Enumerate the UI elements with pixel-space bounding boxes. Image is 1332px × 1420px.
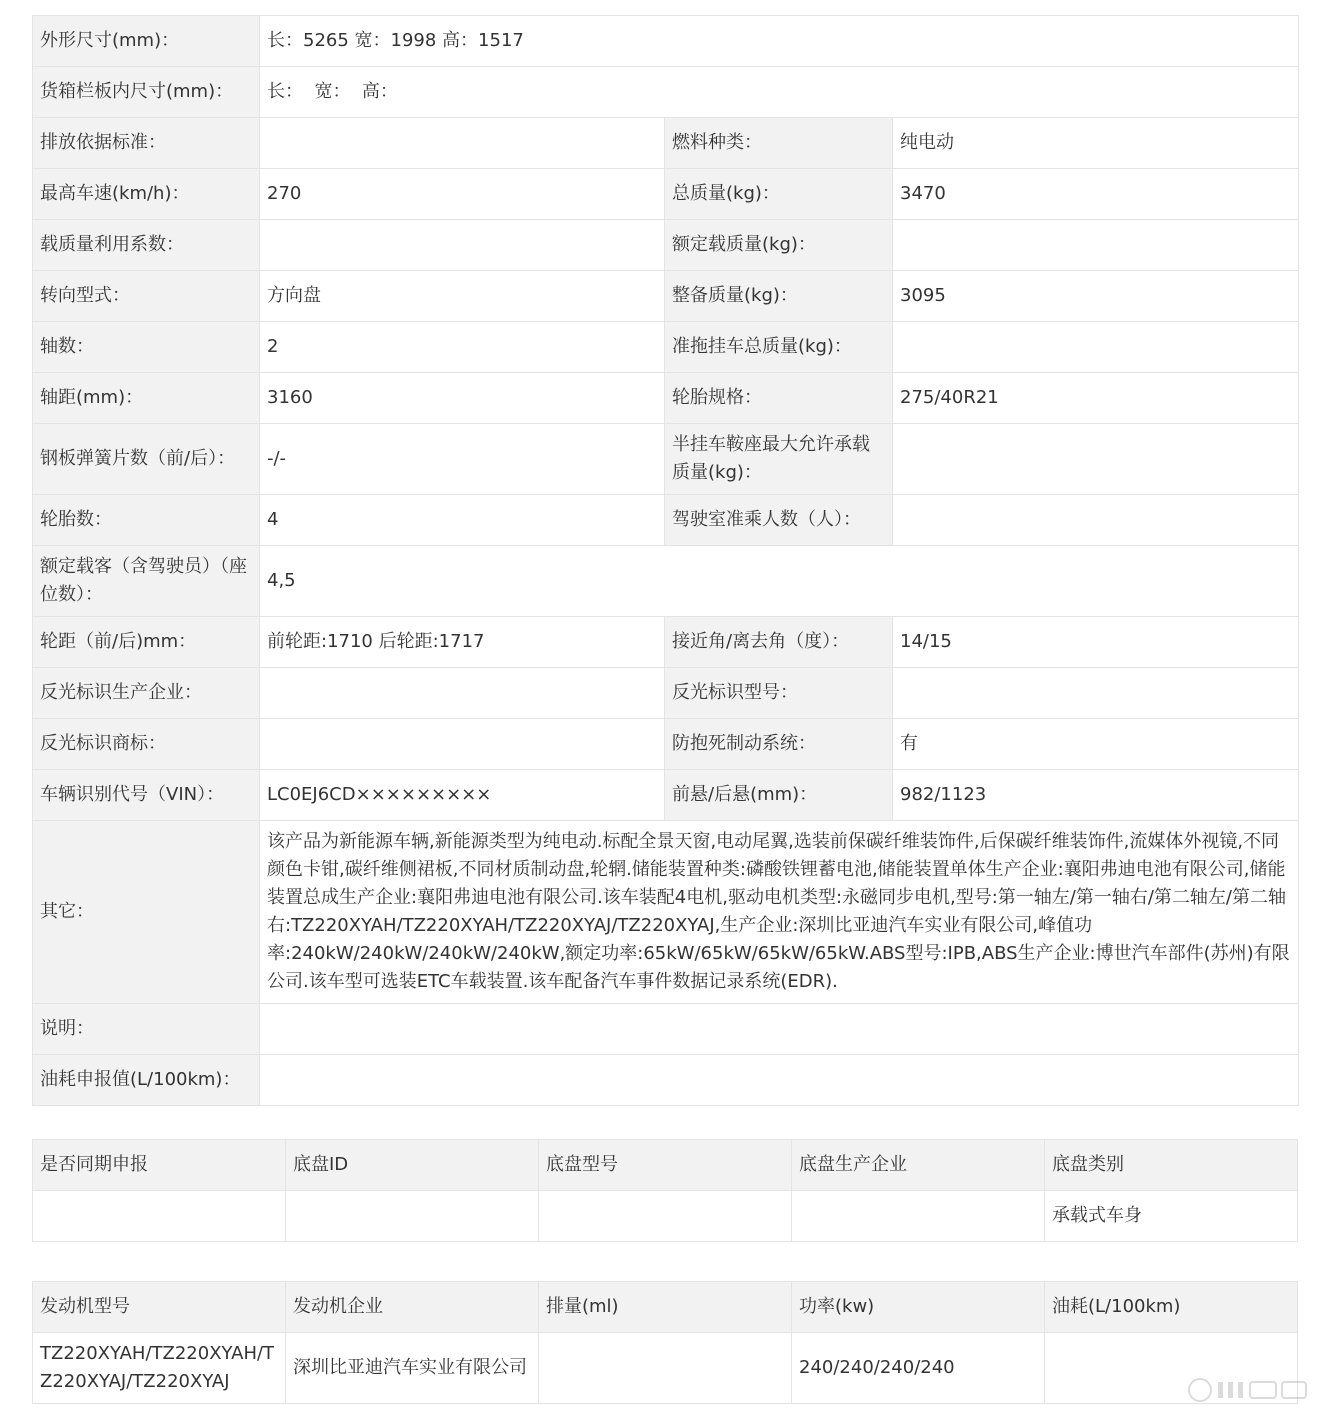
spec-value: 长： 宽： 高： bbox=[260, 67, 1299, 118]
spec-value bbox=[260, 118, 665, 169]
table-header-row bbox=[33, 1282, 1298, 1333]
spec-key: 准拖挂车总质量(kg)： bbox=[665, 322, 893, 373]
spec-value: 3470 bbox=[893, 169, 1299, 220]
spec-value: 14/15 bbox=[893, 617, 1299, 668]
spec-value: 该产品为新能源车辆,新能源类型为纯电动.标配全景天窗,电动尾翼,选装前保碳纤维装饰件,后保碳纤维装饰件,流媒体外视镜,不同颜色卡钳,碳纤维侧裙板,不同材质制动盘,轮辋.储能装置种类:磷酸铁锂蓄电池,储能装置单体生产企业:襄阳弗迪电池有限公司,储能装置总成生产企业:襄阳弗迪电池有限公司.该车装配4电机,驱动电机类型:永磁同步电机,型号:第一轴左/第一轴右/第二轴左/第二轴右:TZ220XYAH/TZ220XYAH/TZ220XYAJ/TZ220XYAJ,生产企业:深圳比亚迪汽车实业有限公司,峰值功率:240kW/240kW/240kW/240kW,额定功率:65kW/65kW/65kW/65kW.ABS型号:IPB,ABS生产企业:博世汽车部件(苏州)有限公司.该车型可选装ETC车载装置.该车配备汽车事件数据记录系统(EDR). bbox=[260, 821, 1299, 1004]
spec-key: 反光标识商标： bbox=[33, 719, 260, 770]
spec-value: 4 bbox=[260, 495, 665, 546]
spec-value: 270 bbox=[260, 169, 665, 220]
spec-row bbox=[33, 495, 1299, 546]
table-row bbox=[33, 1191, 1298, 1242]
spec-key: 排放依据标准： bbox=[33, 118, 260, 169]
spec-key: 额定载质量(kg)： bbox=[665, 220, 893, 271]
spec-key: 钢板弹簧片数（前/后）： bbox=[33, 424, 260, 495]
spec-value bbox=[260, 220, 665, 271]
spec-value: 前轮距:1710 后轮距:1717 bbox=[260, 617, 665, 668]
spec-value: 3095 bbox=[893, 271, 1299, 322]
spec-value: LC0EJ6CD××××××××× bbox=[260, 770, 665, 821]
spec-key: 车辆识别代号（VIN）： bbox=[33, 770, 260, 821]
column-header: 底盘类别 bbox=[1045, 1140, 1298, 1191]
spec-key: 前悬/后悬(mm)： bbox=[665, 770, 893, 821]
spec-key: 其它： bbox=[33, 821, 260, 1004]
spec-key: 总质量(kg)： bbox=[665, 169, 893, 220]
spec-key: 额定载客（含驾驶员）（座位数）： bbox=[33, 546, 260, 617]
spec-row bbox=[33, 424, 1299, 495]
table-cell: 240/240/240/240 bbox=[792, 1333, 1045, 1404]
spec-value: 纯电动 bbox=[893, 118, 1299, 169]
spec-key: 载质量利用系数： bbox=[33, 220, 260, 271]
spec-table bbox=[32, 15, 1299, 1106]
spec-value bbox=[893, 424, 1299, 495]
spec-key: 反光标识型号： bbox=[665, 668, 893, 719]
spec-row-note bbox=[33, 1004, 1299, 1055]
spec-row-dims bbox=[33, 16, 1299, 67]
spec-value: 4,5 bbox=[260, 546, 1299, 617]
table-row bbox=[33, 1333, 1298, 1404]
spec-key: 货箱栏板内尺寸(mm)： bbox=[33, 67, 260, 118]
watermark-logo bbox=[1184, 1374, 1310, 1406]
spec-value: 方向盘 bbox=[260, 271, 665, 322]
spec-key: 反光标识生产企业： bbox=[33, 668, 260, 719]
column-header: 是否同期申报 bbox=[33, 1140, 286, 1191]
column-header: 油耗(L/100km) bbox=[1045, 1282, 1298, 1333]
spec-value: 2 bbox=[260, 322, 665, 373]
spec-key: 燃料种类： bbox=[665, 118, 893, 169]
table-cell bbox=[539, 1333, 792, 1404]
spec-key: 半挂车鞍座最大允许承载质量(kg)： bbox=[665, 424, 893, 495]
spec-value: -/- bbox=[260, 424, 665, 495]
spec-key: 轮胎规格： bbox=[665, 373, 893, 424]
spec-row bbox=[33, 118, 1299, 169]
spec-key: 防抱死制动系统： bbox=[665, 719, 893, 770]
spec-value bbox=[893, 220, 1299, 271]
spec-value: 3160 bbox=[260, 373, 665, 424]
table-cell bbox=[33, 1191, 286, 1242]
spec-value: 982/1123 bbox=[893, 770, 1299, 821]
column-header: 功率(kw) bbox=[792, 1282, 1045, 1333]
spec-row bbox=[33, 169, 1299, 220]
spec-key: 油耗申报值(L/100km)： bbox=[33, 1055, 260, 1106]
table-cell bbox=[792, 1191, 1045, 1242]
spec-row bbox=[33, 373, 1299, 424]
spec-key: 接近角/离去角（度）： bbox=[665, 617, 893, 668]
column-header: 底盘ID bbox=[286, 1140, 539, 1191]
table-cell bbox=[286, 1191, 539, 1242]
spec-value bbox=[893, 495, 1299, 546]
spec-key: 轮距（前/后)mm： bbox=[33, 617, 260, 668]
engine-table bbox=[32, 1281, 1298, 1404]
spec-value bbox=[893, 668, 1299, 719]
spec-key: 轮胎数： bbox=[33, 495, 260, 546]
spec-key: 外形尺寸(mm)： bbox=[33, 16, 260, 67]
spec-row-other bbox=[33, 821, 1299, 1004]
spec-value: 有 bbox=[893, 719, 1299, 770]
spec-value bbox=[260, 1004, 1299, 1055]
spec-row bbox=[33, 719, 1299, 770]
chassis-table bbox=[32, 1139, 1298, 1242]
spec-value bbox=[260, 1055, 1299, 1106]
table-cell: TZ220XYAH/TZ220XYAH/TZ220XYAJ/TZ220XYAJ bbox=[33, 1333, 286, 1404]
column-header: 底盘生产企业 bbox=[792, 1140, 1045, 1191]
spec-row-passenger bbox=[33, 546, 1299, 617]
spec-key: 说明： bbox=[33, 1004, 260, 1055]
spec-key: 最高车速(km/h)： bbox=[33, 169, 260, 220]
column-header: 排量(ml) bbox=[539, 1282, 792, 1333]
column-header: 发动机企业 bbox=[286, 1282, 539, 1333]
spec-key: 整备质量(kg)： bbox=[665, 271, 893, 322]
spec-row bbox=[33, 770, 1299, 821]
spec-key: 轴数： bbox=[33, 322, 260, 373]
table-cell: 承载式车身 bbox=[1045, 1191, 1298, 1242]
spec-row bbox=[33, 322, 1299, 373]
table-cell: 深圳比亚迪汽车实业有限公司 bbox=[286, 1333, 539, 1404]
spec-value bbox=[260, 719, 665, 770]
column-header: 发动机型号 bbox=[33, 1282, 286, 1333]
spec-key: 轴距(mm)： bbox=[33, 373, 260, 424]
spec-row bbox=[33, 220, 1299, 271]
spec-row bbox=[33, 617, 1299, 668]
spec-value: 长：5265 宽：1998 高：1517 bbox=[260, 16, 1299, 67]
column-header: 底盘型号 bbox=[539, 1140, 792, 1191]
spec-key: 转向型式： bbox=[33, 271, 260, 322]
table-header-row bbox=[33, 1140, 1298, 1191]
spec-key: 驾驶室准乘人数（人）： bbox=[665, 495, 893, 546]
spec-row-fuel bbox=[33, 1055, 1299, 1106]
spec-row bbox=[33, 668, 1299, 719]
spec-row bbox=[33, 271, 1299, 322]
spec-value: 275/40R21 bbox=[893, 373, 1299, 424]
spec-row-cargo bbox=[33, 67, 1299, 118]
spec-value bbox=[893, 322, 1299, 373]
spec-value bbox=[260, 668, 665, 719]
table-cell bbox=[539, 1191, 792, 1242]
